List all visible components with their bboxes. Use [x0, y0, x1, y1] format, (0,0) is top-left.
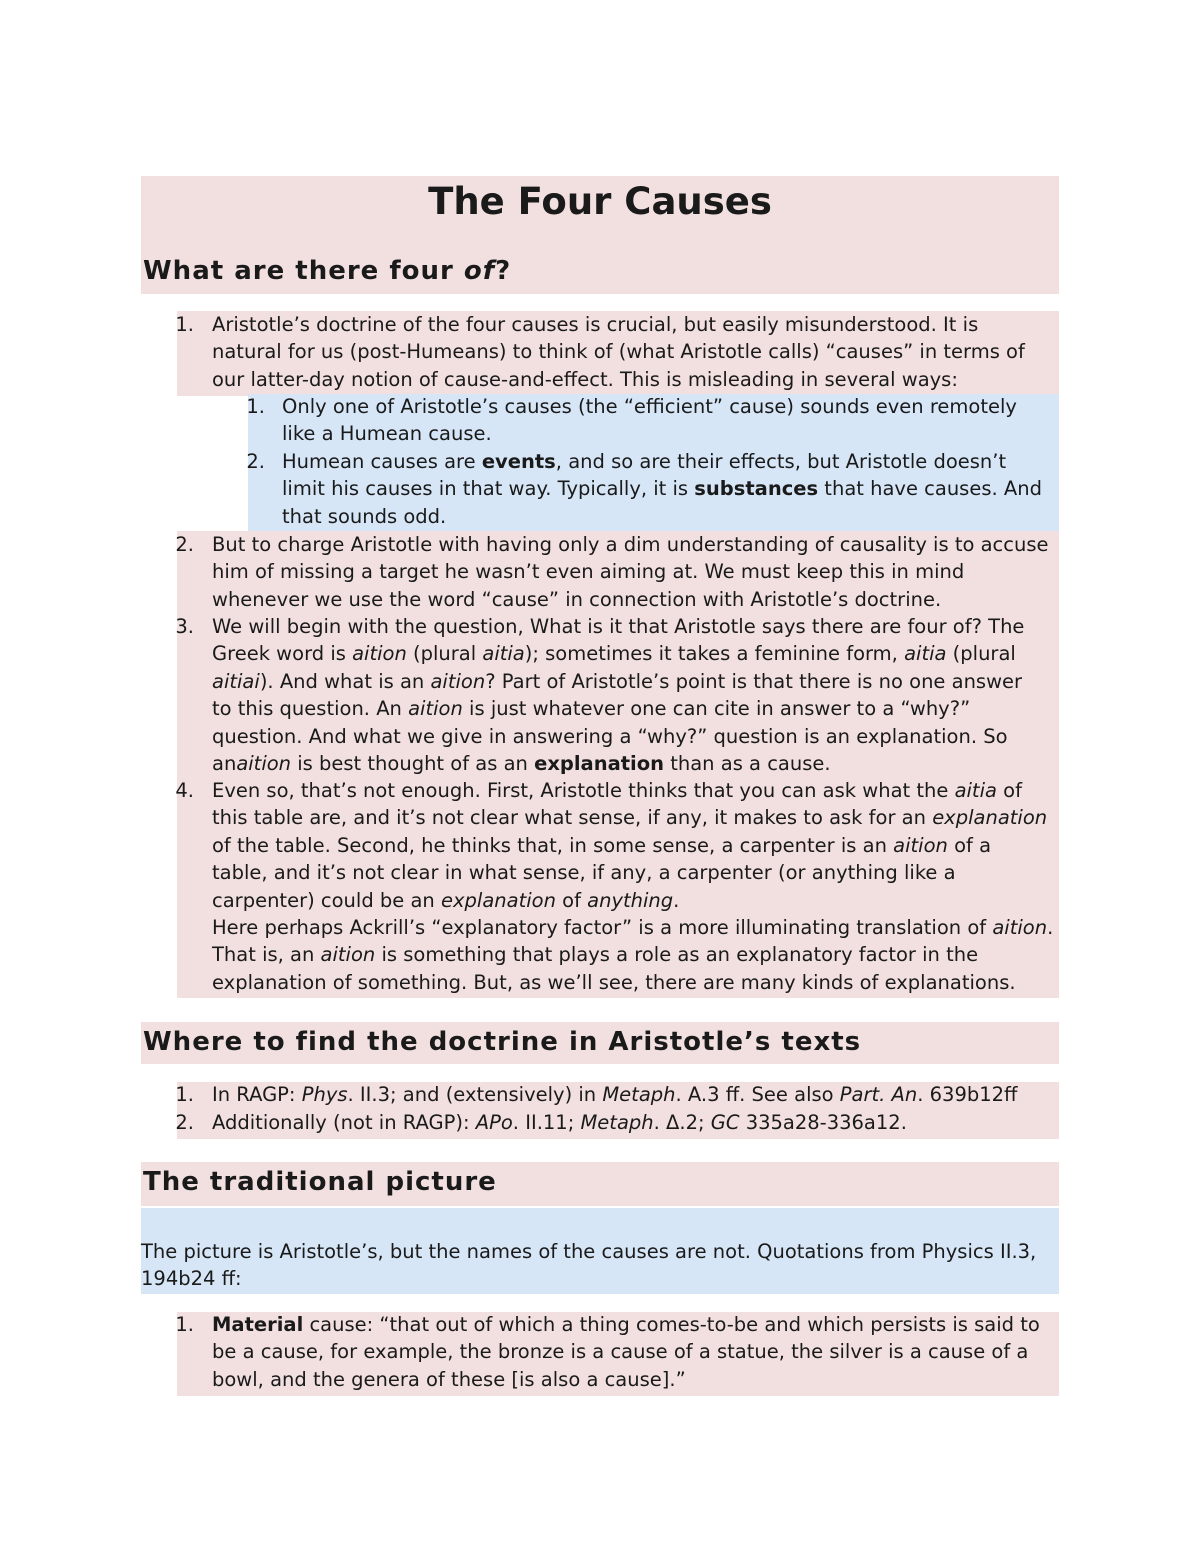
text-line: of the table. Second, he thinks that, in some sense, a carpenter is an aition of a: [212, 833, 992, 857]
bold-term: Material: [212, 1313, 304, 1336]
list-number: 1.: [175, 313, 194, 336]
text-line: bowl, and the genera of these [is also a cause].”: [212, 1367, 686, 1391]
list-number: 2.: [175, 1111, 194, 1134]
list-number: 1.: [246, 395, 265, 418]
list-text: [212, 1311, 1040, 1393]
text-line: this table are, and it’s not clear what sense, if any, it makes to ask for an explanation: [212, 806, 1048, 830]
list-text: [212, 777, 1053, 996]
text-line: him of missing a target he wasn’t even aiming at. We must keep this in mind: [212, 560, 965, 584]
list-text: [282, 448, 1042, 530]
list-text: [282, 393, 1017, 448]
list-number: 1.: [175, 1313, 194, 1336]
bold-term: substances: [694, 477, 819, 501]
text-line: to this question. An aition is just whatever one can cite in answer to a “why?”: [212, 697, 971, 721]
list-number: 2.: [175, 533, 194, 556]
list-number: 3.: [175, 615, 194, 638]
text-line: Aristotle’s doctrine of the four causes is crucial, but easily misunderstood. It is: [212, 313, 979, 336]
text-line: our latter-day notion of cause-and-effect. This is misleading in several ways:: [212, 367, 958, 391]
section-heading-four-of: [143, 254, 511, 288]
text-line: Even so, that’s not enough. First, Aristotle thinks that you can ask what the aitia of: [212, 779, 1022, 802]
text-line: table, and it’s not clear in what sense, if any, a carpenter (or anything like a: [212, 861, 956, 885]
text-line: Here perhaps Ackrill’s “explanatory factor” is a more illuminating translation of aition.: [212, 916, 1054, 940]
text-line: Greek word is aition (plural aitia); sometimes it takes a feminine form, aitia (plural: [212, 642, 1016, 666]
list-text: [212, 1081, 1018, 1108]
text-line: limit his causes in that way. Typically, it is substances that have causes. And: [282, 477, 1042, 501]
text-line: In RAGP: Phys. II.3; and (extensively) in Metaph. A.3 ff. See also Part. An. 639b12ff: [212, 1083, 1018, 1106]
text-line: Only one of Aristotle’s causes (the “efficient” cause) sounds even remotely: [282, 395, 1017, 418]
title-block: [141, 176, 1059, 294]
text-line: whenever we use the word “cause” in connection with Aristotle’s doctrine.: [212, 587, 942, 611]
text-line: question. And what we give in answering a “why?” question is an explanation. So: [212, 724, 1008, 748]
list-number: 2.: [246, 450, 265, 473]
list-text: [212, 311, 1025, 393]
text-line: That is, an aition is something that plays a role as an explanatory factor in the: [212, 943, 979, 967]
text-line: Humean causes are events, and so are their effects, but Aristotle doesn’t: [282, 450, 1007, 473]
text-line: explanation of something. But, as we’ll see, there are many kinds of explanations.: [212, 970, 1016, 994]
text-line: We will begin with the question, What is it that Aristotle says there are four of? The: [212, 615, 1025, 638]
heading-text: ?: [495, 256, 512, 286]
section-heading-texts: Where to find the doctrine in Aristotle’s texts: [141, 1022, 1059, 1064]
text-line: like a Humean cause.: [282, 422, 492, 446]
intro-paragraph: [141, 1238, 1036, 1293]
text-line: 194b24 ff:: [141, 1267, 242, 1291]
list-text: [212, 531, 1049, 613]
text-line: Material cause: “that out of which a thing comes-to-be and which persists is said to: [212, 1313, 1040, 1336]
text-line: anaition is best thought of as an explanation than as a cause.: [212, 752, 831, 776]
bold-term: events: [481, 450, 556, 473]
section-heading-traditional: The traditional picture: [141, 1162, 1059, 1206]
text-line: aitiai). And what is an aition? Part of Aristotle’s point is that there is no one answer: [212, 669, 1023, 693]
text-line: that sounds odd.: [282, 504, 447, 528]
text-line: carpenter) could be an explanation of anything.: [212, 888, 680, 912]
heading-text: What are there four: [143, 256, 464, 286]
list-number: 4.: [175, 779, 194, 802]
text-line: The picture is Aristotle’s, but the names of the causes are not. Quotations from Physics II.3,: [141, 1240, 1037, 1263]
page-title: The Four Causes: [428, 180, 772, 223]
list-text: [212, 1109, 907, 1136]
list-number: 1.: [175, 1083, 194, 1106]
text-line: But to charge Aristotle with having only a dim understanding of causality is to accuse: [212, 533, 1049, 556]
heading-emphasis: of: [463, 256, 496, 286]
list-text: [212, 613, 1024, 777]
text-line: Additionally (not in RAGP): APo. II.11; Metaph. Δ.2; GC 335a28-336a12.: [212, 1111, 907, 1134]
text-line: natural for us (post-Humeans) to think of (what Aristotle calls) “causes” in terms of: [212, 340, 1025, 364]
text-line: be a cause, for example, the bronze is a cause of a statue, the silver is a cause of a: [212, 1340, 1029, 1364]
bold-term: explanation: [534, 752, 665, 776]
